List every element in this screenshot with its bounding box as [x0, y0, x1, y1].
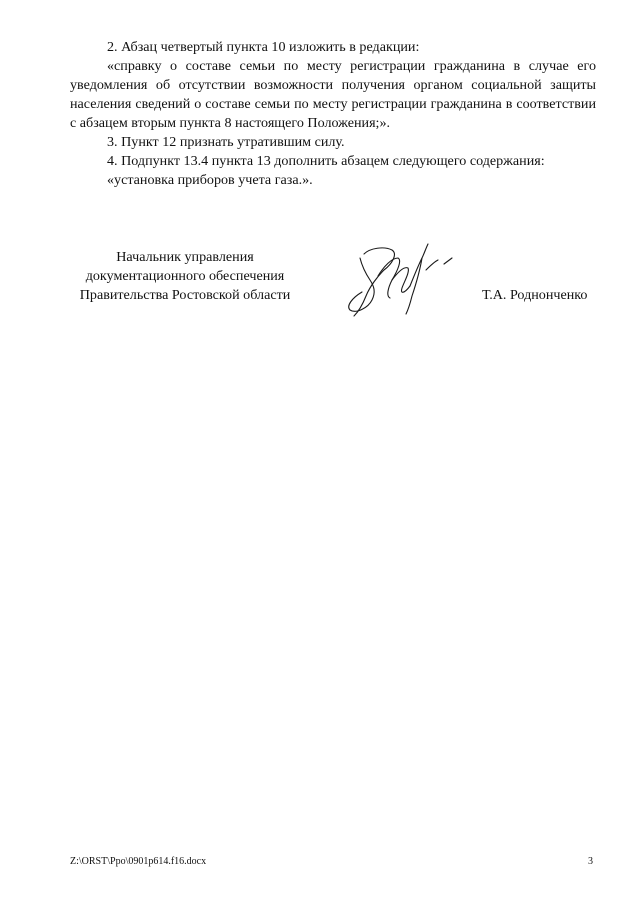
page-number: 3	[588, 856, 593, 867]
signatory-position	[66, 248, 304, 305]
position-line: Начальник управления	[116, 249, 254, 265]
paragraph-added-text: «установка приборов учета газа.».	[107, 172, 313, 188]
paragraph-item-4: 4. Подпункт 13.4 пункта 13 дополнить абзацем следующего содержания:	[107, 153, 545, 169]
footer-file-path: Z:\ORST\Ppo\0901p614.f16.docx	[70, 856, 207, 867]
signatory-name: Т.А. Роднонченко	[482, 287, 588, 303]
paragraph-item-2: 2. Абзац четвертый пункта 10 изложить в редакции:	[107, 39, 420, 55]
document-body	[70, 38, 596, 190]
handwritten-signature	[340, 236, 460, 326]
position-line: Правительства Ростовской области	[79, 287, 291, 303]
paragraph-quoted-text: «справку о составе семьи по месту регистрации гражданина в случае его уведомления об отсутствии возможности получения органом социальной защиты населения сведений о составе семьи по месту регистрации гражданина в соответствии с абзацем вторым пункта 8 настоящего Положения;».	[70, 58, 596, 131]
position-line: документационного обеспечения	[85, 268, 285, 284]
paragraph-item-3: 3. Пункт 12 признать утратившим силу.	[107, 134, 345, 150]
